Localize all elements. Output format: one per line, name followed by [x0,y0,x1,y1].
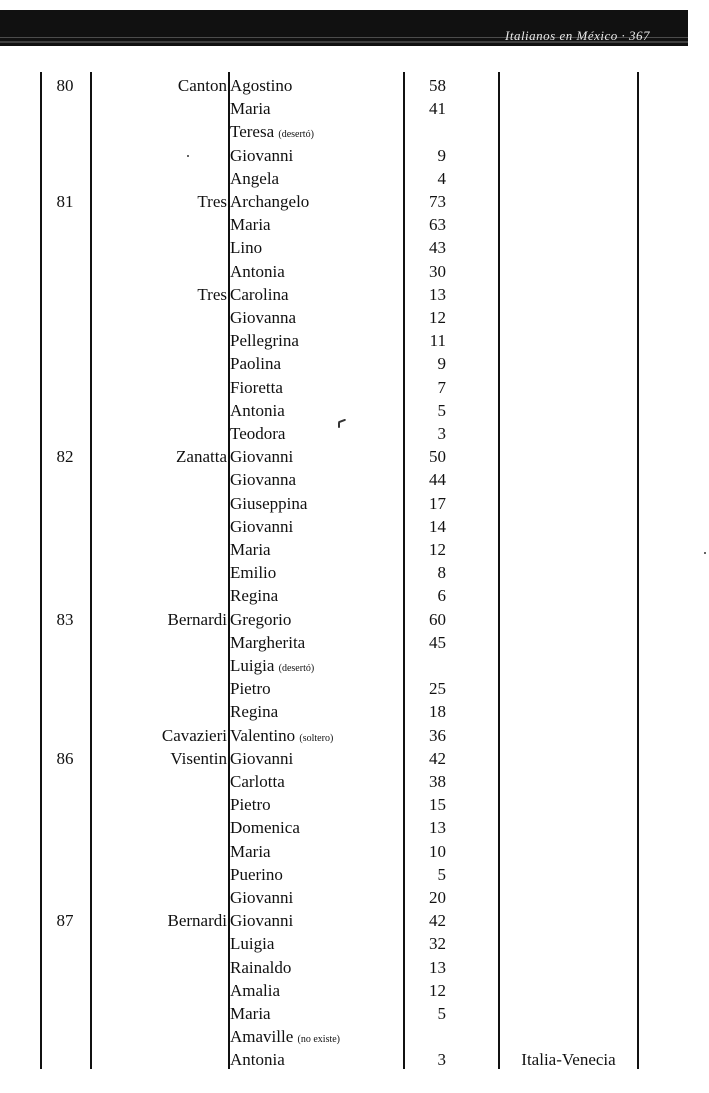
table-row [0,654,709,677]
age: 41 [429,99,446,119]
given-name-cell [230,283,402,306]
given-name: Maria [230,540,271,559]
table-row [0,468,709,491]
family-number: 82 [56,447,74,467]
given-name: Emilio [230,563,277,583]
surname: Bernardi [167,609,227,629]
given-name-cell [230,515,402,538]
given-name: Carlotta [230,772,285,791]
given-name-cell [230,584,402,607]
table-row [0,677,709,700]
age: 60 [429,609,446,629]
table-row [0,816,709,839]
table-row [0,538,709,561]
age: 18 [429,702,446,722]
table-row [0,74,709,97]
given-name-cell [230,932,402,955]
remark-note: (soltero) [299,732,334,744]
table-row [0,793,709,816]
given-name-cell [230,909,402,932]
given-name-cell [230,468,402,491]
given-name-cell [230,376,402,399]
surname: Cavazieri [161,725,227,745]
surname: Tres [197,192,227,211]
given-name-cell [230,863,402,886]
given-name: Domenica [230,818,300,838]
given-name-cell [230,329,402,352]
given-name-cell [230,352,402,375]
given-name-cell [230,167,402,190]
given-name: Pellegrina [230,331,299,351]
age: 5 [437,400,446,420]
given-name-cell [230,747,402,770]
given-name: Antonia [230,261,285,281]
age: 9 [437,145,446,165]
given-name-cell [230,74,402,97]
table-row [0,724,709,747]
given-name-cell [230,1025,402,1051]
table-row [0,376,709,399]
given-name-cell [230,213,402,236]
age: 13 [429,284,446,304]
given-name: Giovanni [230,748,294,768]
given-name: Giovanna [230,470,297,490]
age: 4 [437,168,446,188]
given-name: Giovanni [230,516,294,536]
scan-speck [704,552,706,554]
table-row [0,840,709,863]
family-number: 81 [56,192,74,211]
table-row [0,1048,709,1071]
given-name-cell [230,724,402,750]
age: 6 [437,586,446,606]
age: 73 [429,192,446,211]
given-name: Puerino [230,864,283,884]
table-row [0,956,709,979]
table-row [0,445,709,468]
given-name-cell [230,260,402,283]
table-row [0,260,709,283]
given-name: Fioretta [230,377,283,397]
age: 30 [429,261,446,281]
given-name-cell [230,422,402,445]
age: 44 [429,470,446,490]
given-name: Luigia [230,934,275,954]
given-name-cell [230,1002,402,1025]
age: 17 [429,493,446,513]
age: 15 [429,795,446,815]
given-name-cell [230,956,402,979]
given-name: Maria [230,841,271,861]
family-number: 80 [56,76,74,95]
age: 43 [429,238,446,258]
age: 42 [429,748,446,768]
age: 20 [429,888,446,907]
given-name: Angela [230,168,280,188]
surname: Canton [177,76,227,95]
table-row [0,190,709,213]
age: 12 [429,308,446,327]
given-name: Maria [230,99,271,119]
table-row [0,352,709,375]
given-name: Carolina [230,284,289,304]
table-row [0,863,709,886]
given-name: Giovanni [230,145,294,165]
age: 50 [429,447,446,467]
given-name: Amaville [230,1027,294,1047]
table-row [0,1025,709,1048]
given-name: Giovanna [230,308,297,327]
given-name: Teodora [230,424,286,443]
family-number: 83 [56,609,74,629]
age: 32 [429,934,446,954]
given-name-cell [230,816,402,839]
given-name: Regina [230,586,279,606]
table-row [0,213,709,236]
given-name: Antonia [230,400,285,420]
given-name: Margherita [230,632,306,652]
given-name: Pietro [230,795,271,815]
given-name-cell [230,399,402,422]
table-row [0,144,709,167]
table-row [0,329,709,352]
remark-note: (no existe) [297,1034,341,1046]
table-row [0,236,709,259]
age: 14 [429,516,446,536]
given-name: Teresa [230,122,275,142]
age: 38 [429,772,446,791]
age: 11 [429,331,446,351]
table-row [0,584,709,607]
table-row [0,492,709,515]
given-name-cell [230,886,402,909]
age: 8 [437,563,446,583]
age: 10 [429,841,446,861]
family-number: 87 [56,911,74,931]
surname: Tres [197,284,227,304]
table-row [0,631,709,654]
surname: Zanatta [176,447,227,467]
given-name: Amalia [230,980,281,1000]
given-name-cell [230,561,402,584]
given-name: Valentino [230,725,296,745]
given-name-cell [230,793,402,816]
given-name: Maria [230,215,271,235]
table-row [0,97,709,120]
surname: Visentin [170,748,227,768]
table-row [0,886,709,909]
given-name: Rainaldo [230,957,292,977]
age: 3 [437,1050,446,1070]
given-name-cell [230,840,402,863]
given-name: Archangelo [230,192,310,211]
table-row [0,167,709,190]
age: 12 [429,980,446,1000]
given-name-cell [230,770,402,793]
given-name-cell [230,445,402,468]
given-name-cell [230,236,402,259]
age: 13 [429,957,446,977]
table-row [0,932,709,955]
family-number: 86 [56,748,74,768]
given-name-cell [230,144,402,167]
table-row [0,700,709,723]
origin-place: Italia-Venecia [521,1050,616,1070]
given-name-cell [230,677,402,700]
table-row [0,422,709,445]
table-row [0,747,709,770]
given-name: Antonia [230,1050,285,1070]
given-name-cell [230,306,402,329]
age: 58 [429,76,446,95]
given-name: Luigia [230,656,275,675]
age: 3 [437,424,446,443]
given-name: Pietro [230,679,271,699]
age: 63 [429,215,446,235]
age: 9 [437,354,446,374]
age: 13 [429,818,446,838]
age: 36 [429,725,446,745]
given-name: Giovanni [230,911,294,931]
given-name: Maria [230,1004,271,1023]
age: 45 [429,632,446,652]
table-row [0,561,709,584]
remark-note: (desertó) [278,663,315,674]
given-name: Paolina [230,354,281,374]
running-head-text: Italianos en México · 367 [505,28,650,43]
given-name-cell [230,700,402,723]
given-name-cell [230,979,402,1002]
table-row [0,979,709,1002]
age: 5 [437,864,446,884]
table-row [0,399,709,422]
given-name-cell [230,190,402,213]
table-row [0,770,709,793]
given-name: Giovanni [230,447,294,467]
given-name-cell [230,538,402,561]
given-name-cell [230,120,402,146]
given-name: Giuseppina [230,493,308,513]
given-name-cell [230,97,402,120]
given-name: Regina [230,702,279,722]
age: 25 [429,679,446,699]
given-name: Gregorio [230,609,292,629]
age: 12 [429,540,446,559]
given-name-cell [230,608,402,631]
given-name-cell [230,654,402,680]
age: 5 [437,1004,446,1023]
given-name-cell [230,1048,402,1071]
remark-note: (desertó) [278,129,314,141]
given-name: Agostino [230,76,293,95]
surname: Bernardi [167,911,227,931]
table-row [0,515,709,538]
scan-speck [338,422,340,428]
table-row [0,306,709,329]
age: 7 [437,377,446,397]
table-row [0,1002,709,1025]
given-name: Lino [230,238,263,258]
table-row [0,283,709,306]
table-row [0,909,709,932]
age: 42 [429,911,446,931]
running-head-bar [0,10,688,46]
table-row [0,120,709,143]
scan-speck [187,155,189,157]
given-name-cell [230,631,402,654]
table-row [0,608,709,631]
given-name: Giovanni [230,888,294,907]
given-name-cell [230,492,402,515]
